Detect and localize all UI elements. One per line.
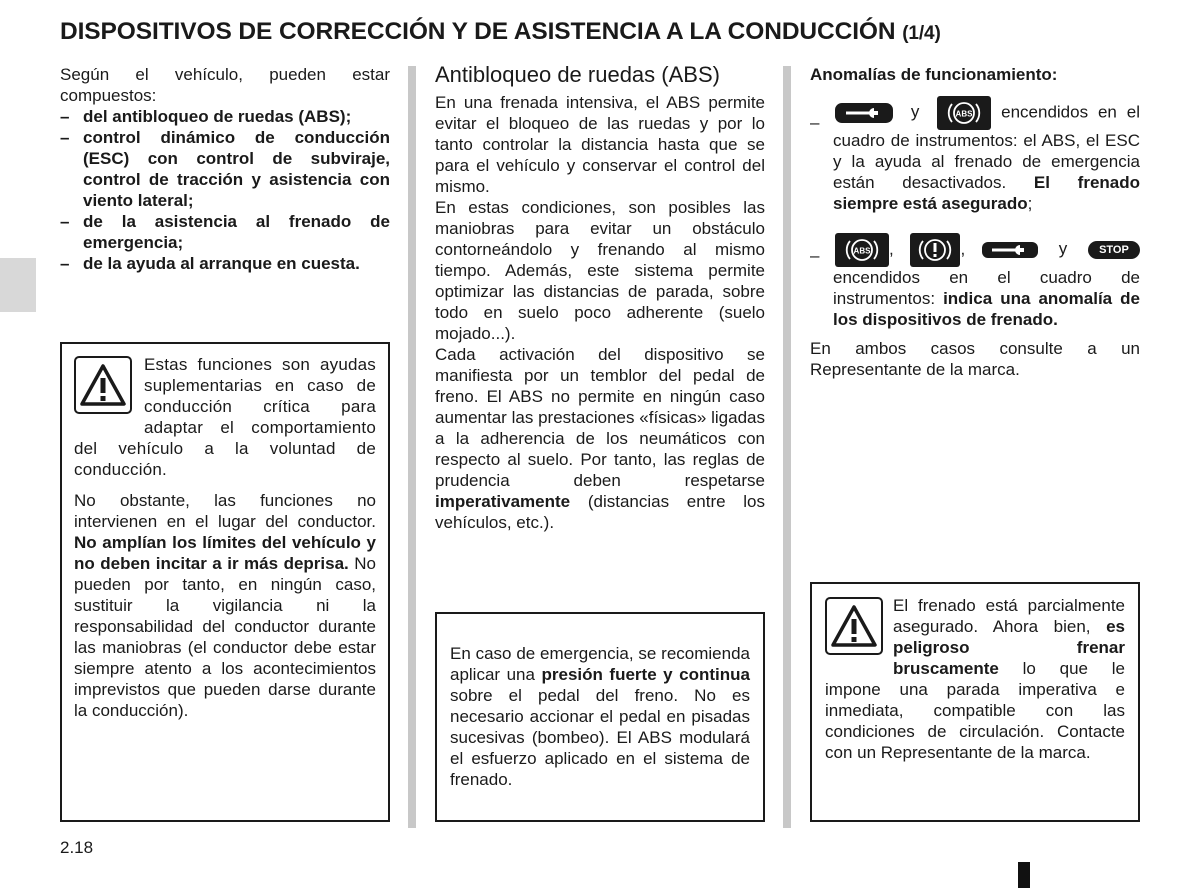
right-warning-box bbox=[810, 582, 1140, 822]
abs-p1: En una frenada intensiva, el ABS permite evitar el bloqueo de las ruedas y por lo tanto controlar la distancia hasta que se para el vehículo y conservar el control del mismo. bbox=[435, 93, 765, 196]
warning-triangle-icon bbox=[825, 597, 883, 655]
item1-c: ; bbox=[1027, 194, 1033, 213]
warning-p2-b: No amplían los límites del vehículo y no deben incitar a ir más deprisa. bbox=[74, 533, 376, 573]
comma-2: , bbox=[960, 239, 966, 259]
dash-1: – bbox=[810, 113, 820, 132]
column-divider-left bbox=[408, 66, 416, 828]
anomalies-heading: Anomalías de funcionamiento: bbox=[810, 65, 1058, 84]
list-item: – del antibloqueo de ruedas (ABS); bbox=[60, 106, 390, 127]
title-part: (1/4) bbox=[902, 23, 941, 44]
and-1: y bbox=[910, 102, 920, 122]
column-divider-right bbox=[783, 66, 791, 828]
rw-c: lo que le impone una parada imperativa e inmediata, compatible con las condiciones de circulación. Contacte con un Representante de la marca. bbox=[825, 659, 1125, 762]
warning-p1: Estas funciones son ayudas suplementarias en caso de conducción crítica para adaptar el comportamiento del vehículo a la voluntad de conducción. bbox=[74, 355, 376, 479]
anomaly-item-2 bbox=[810, 233, 1140, 330]
warning-p2-c: No pueden por tanto, en ningún caso, sustituir la vigilancia ni la responsabilidad del conductor durante las maniobras (el conductor debe estar siempre atento a los acontecimientos imprevistos que pueden darse durante la conducción). bbox=[74, 554, 376, 720]
list-item: – control dinámico de conducción (ESC) con control de subviraje, control de tracción y asistencia con viento lateral; bbox=[60, 127, 390, 211]
emergency-note bbox=[450, 643, 750, 790]
anomaly-item-1 bbox=[810, 96, 1140, 214]
item2-b: indica una anomalía de los dispositivos de frenado. bbox=[833, 289, 1140, 329]
comma-1: , bbox=[889, 239, 894, 259]
warning-p2-a: No obstante, las funciones no intervienen en el lugar del conductor. bbox=[74, 491, 376, 531]
dash-2: – bbox=[810, 246, 820, 265]
closing-text: En ambos casos consulte a un Representante de la marca. bbox=[810, 339, 1140, 379]
list-item: – de la asistencia al frenado de emergencia; bbox=[60, 211, 390, 253]
and-2: y bbox=[1058, 239, 1068, 259]
left-warning-box bbox=[60, 342, 390, 822]
note-c: sobre el pedal del freno. No es necesario accionar el pedal en pisadas sucesivas (bombeo). El ABS modulará el esfuerzo aplicado en el sistema de frenado. bbox=[450, 686, 750, 789]
wrench-icon bbox=[982, 242, 1038, 258]
abs-p3-a: Cada activación del dispositivo se manifiesta por un temblor del pedal de freno. El ABS no permite en ningún caso aumentar las prestaciones «físicas» ligadas a la adherencia de los neumáticos con respecto al suelo. Por tanto, las reglas de prudencia deben respetarse bbox=[435, 345, 765, 490]
page-number: 2.18 bbox=[60, 838, 94, 857]
list-item: – de la ayuda al arranque en cuesta. bbox=[60, 253, 390, 274]
title-text: DISPOSITIVOS DE CORRECCIÓN Y DE ASISTENCIA A LA CONDUCCIÓN bbox=[60, 18, 896, 45]
abs-section bbox=[435, 62, 765, 533]
emergency-note-box bbox=[435, 612, 765, 822]
rw-a: El frenado está parcialmente asegurado. Ahora bien, bbox=[893, 596, 1125, 636]
abs-warning-light-icon bbox=[835, 233, 889, 267]
abs-p3-c: (distancias entre los vehículos, etc.). bbox=[435, 492, 765, 532]
warning-p2 bbox=[74, 490, 376, 721]
rw-b: es peligroso frenar bruscamente bbox=[893, 617, 1125, 678]
abs-icon-label-2: ABS bbox=[853, 246, 871, 256]
abs-p2: En estas condiciones, son posibles las maniobras para evitar un obstáculo contorneándolo y frenando al mismo tiempo. Además, este sistema permite optimizar las distancias de parada, sobre todo en suelo poco adherente (suelo mojado...). bbox=[435, 198, 765, 343]
item1-b: El frenado siempre está asegurado bbox=[833, 173, 1141, 213]
brake-warning-light-icon bbox=[910, 233, 960, 267]
left-intro-block bbox=[60, 64, 390, 274]
abs-icon-label: ABS bbox=[955, 109, 973, 119]
warning-triangle-icon bbox=[74, 356, 132, 414]
chapter-tab bbox=[0, 258, 36, 312]
item2-a: encendidos en el cuadro de instrumentos: bbox=[833, 268, 1140, 308]
left-intro: Según el vehículo, pueden estar compuestos: bbox=[60, 65, 390, 105]
abs-p3 bbox=[435, 344, 765, 533]
anomalies-section bbox=[810, 64, 1140, 380]
device-list bbox=[60, 106, 390, 274]
wrench-icon bbox=[835, 103, 893, 123]
abs-p3-b: imperativamente bbox=[435, 492, 571, 511]
note-b: presión fuerte y continua bbox=[541, 665, 750, 684]
abs-heading: Antibloqueo de ruedas (ABS) bbox=[435, 62, 720, 87]
item1-a: encendidos en el cuadro de instrumentos: el ABS, el ESC y la ayuda al frenado de emergencia están desactivados. bbox=[833, 102, 1140, 192]
edge-marker bbox=[1018, 862, 1030, 888]
abs-warning-light-icon bbox=[937, 96, 991, 130]
stop-warning-light-icon: STOP bbox=[1088, 241, 1140, 259]
page-title bbox=[60, 18, 941, 46]
note-a: En caso de emergencia, se recomienda aplicar una bbox=[450, 644, 750, 684]
